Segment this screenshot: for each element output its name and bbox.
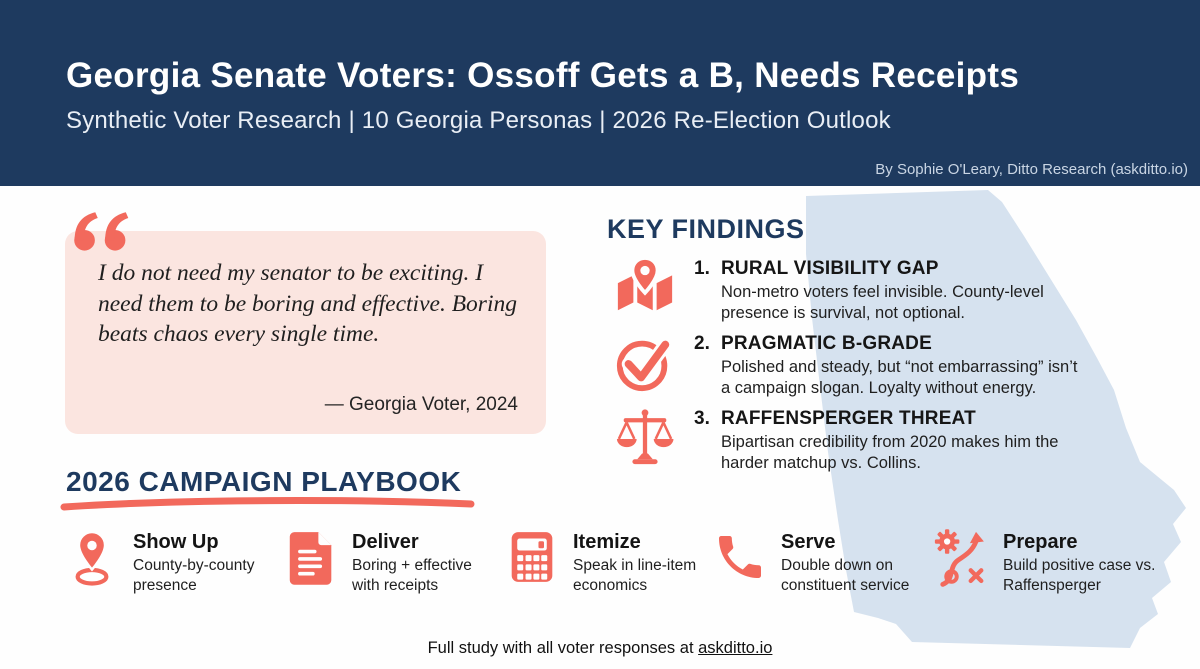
playbook-title: Show Up: [133, 531, 219, 553]
playbook-heading: 2026 CAMPAIGN PLAYBOOK: [66, 466, 462, 497]
calculator-icon: [504, 529, 560, 589]
playbook-title: Serve: [781, 531, 836, 553]
footer-text: Full study with all voter responses at: [427, 639, 699, 657]
footer: [0, 639, 1200, 658]
page-subtitle: Synthetic Voter Research | 10 Georgia Personas | 2026 Re-Election Outlook: [66, 107, 891, 134]
header-band: [0, 0, 1200, 186]
page-title: Georgia Senate Voters: Ossoff Gets a B, Needs Receipts: [66, 56, 1020, 95]
playbook-item-show-up: [64, 529, 283, 596]
playbook-item-prepare: [934, 529, 1181, 596]
document-icon: [283, 529, 339, 589]
finding-number: 2.: [694, 333, 710, 354]
playbook-description: Speak in line-item economics: [573, 557, 697, 594]
location-pin-icon: [64, 529, 120, 589]
finding-description: Bipartisan credibility from 2020 makes him the harder matchup vs. Collins.: [721, 433, 1059, 472]
finding-raffensperger-threat: [612, 406, 1112, 474]
quotation-marks-icon: [73, 207, 139, 262]
playbook-description: Boring + effective with receipts: [352, 557, 472, 594]
finding-rural-visibility-gap: [612, 256, 1112, 324]
map-pin-icon: [612, 256, 678, 320]
playbook-title: Itemize: [573, 531, 641, 553]
quote-attribution: — Georgia Voter, 2024: [324, 394, 518, 415]
finding-description: Polished and steady, but “not embarrassing” isn’t a campaign slogan. Loyalty without energy.: [721, 358, 1078, 397]
playbook-item-itemize: [504, 529, 723, 596]
byline: By Sophie O'Leary, Ditto Research (askditto.io): [875, 161, 1188, 178]
playbook-description: County-by-county presence: [133, 557, 255, 594]
scales-icon: [612, 406, 678, 470]
phone-icon: [712, 529, 768, 589]
playbook-title: Deliver: [352, 531, 419, 553]
footer-link-askditto[interactable]: askditto.io: [698, 639, 773, 657]
finding-pragmatic-b-grade: [612, 331, 1112, 399]
finding-title: PRAGMATIC B-GRADE: [721, 333, 932, 354]
key-findings-heading: KEY FINDINGS: [607, 214, 805, 244]
finding-number: 3.: [694, 408, 710, 429]
finding-title: RAFFENSPERGER THREAT: [721, 408, 976, 429]
playbook-item-deliver: [283, 529, 502, 596]
playbook-description: Double down on constituent service: [781, 557, 910, 594]
finding-title: RURAL VISIBILITY GAP: [721, 258, 939, 279]
quote-text: I do not need my senator to be exciting. I need them to be boring and effective. Boring beats chaos every single time.: [98, 260, 517, 348]
playbook-title: Prepare: [1003, 531, 1078, 553]
playbook-description: Build positive case vs. Raffensperger: [1003, 557, 1156, 594]
finding-number: 1.: [694, 258, 710, 279]
strategy-icon: [934, 529, 990, 589]
finding-description: Non-metro voters feel invisible. County-level presence is survival, not optional.: [721, 283, 1044, 322]
underline-swoosh: [60, 497, 475, 516]
playbook-item-serve: [712, 529, 946, 596]
check-circle-icon: [612, 331, 678, 395]
